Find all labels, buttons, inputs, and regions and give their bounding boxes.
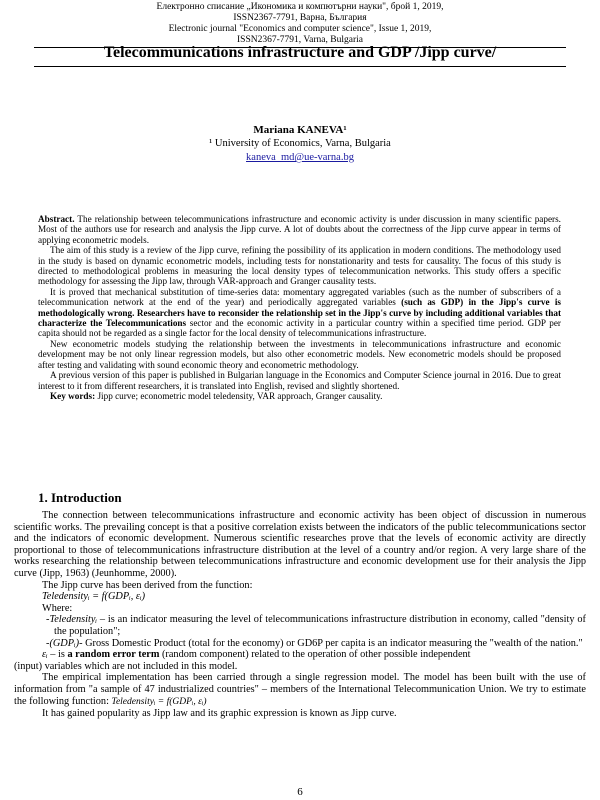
abstract-paragraph: The aim of this study is a review of the Jipp curve, refining the possibility of its application in modern conditions. The methodology used in the study is based on dynamic econometric models, including tests for nonstationarity and tests for causality. The focus of this study is directed to methodological problems in measuring the local density types of telecommunication networks. This study offers a specific methodology for assessing the Jipp law, through VAR-approach and Granger causality tests. bbox=[38, 245, 561, 287]
abstract-paragraph: It is proved that mechanical substitution of time-series data: momentary aggregated variables (such as the number of subscribers of a telecommunication network at the end of the year) and periodically aggregated variables (such as GDP) in the Jipp's curve is methodologically wrong. Researchers have to reconsider the relationship set in the Jipp's curve by including additional variables that characterize the Telecommunications sector and the economic activity in a particular country within a specified time period. GDP per capita should not be regarded as a single factor for the local density of telecommunications infrastructure. bbox=[38, 286, 561, 339]
paper-title: Telecommunications infrastructure and GDP /Jipp curve/ bbox=[103, 44, 497, 61]
abstract-label: Abstract. bbox=[38, 214, 75, 224]
header-line-2: ISSN2367-7791, Варна, България bbox=[233, 13, 367, 23]
body-paragraph: The Jipp curve has been derived from the function: bbox=[42, 579, 253, 591]
page-number: 6 bbox=[297, 786, 303, 798]
section-body bbox=[14, 510, 586, 720]
author-name: Mariana KANEVA¹ bbox=[253, 124, 347, 136]
keywords-label: Key words: bbox=[50, 390, 96, 401]
definition-item: -(GDPᵢ)- Gross Domestic Product (total for the economy) or GD6P per capita is an indicator measuring the "wealth of the nation." bbox=[46, 637, 583, 649]
body-paragraph: The connection between telecommunications infrastructure and economic activity has been object of discussion in numerous scientific works. The prevailing concept is that a positive correlation exists between the indicators of the public telecommunications sector and the indicators of economic development. Numerous scientific researches prove that the levels of economic activity are directly proportional to those of telecommunications infrastructure distribution at the level of a country and/or region. A very large share of the works researching the relationship between telecommunications infrastructure and economic development use for their analysis the Jipp curve (Jipp, 1963) (Jeunhomme, 2000). bbox=[14, 510, 586, 579]
abstract-paragraph: A previous version of this paper is published in Bulgarian language in the Economics and Computer Science journal in 2016. Due to great interest to it from different researchers, it is translated into English, revised and slightly shortened. bbox=[38, 370, 561, 391]
abstract bbox=[38, 214, 561, 401]
body-paragraph: (input) variables which are not included in this model. bbox=[14, 660, 238, 672]
title-rule bbox=[34, 66, 566, 67]
definition-item: -Teledensityᵢ – is an indicator measuring the level of telecommunications infrastructure distribution in economy, called "density of the population"; bbox=[46, 614, 586, 637]
where-label: Where: bbox=[42, 602, 73, 614]
abstract-paragraph: New econometric models studying the relationship between the investments in telecommunications infrastructure and economic development may be not only linear regression models, but also other econometric models. New econometric models should be proposed after testing and validating with sound economic theory and econometric methodology. bbox=[38, 338, 561, 370]
header-line-4: ISSN2367-7791, Varna, Bulgaria bbox=[237, 35, 363, 45]
abstract-paragraph: Abstract. The relationship between telecommunications infrastructure and economic activity is under discussion in many scientific papers. Most of the authors use for research and analysis the Jipp curve. A lot of doubts about the correctness of the Jipp curve appear in terms of applying econometric models. bbox=[38, 214, 561, 245]
header-line-3: Electronic journal "Economics and computer science", Issue 1, 2019, bbox=[168, 24, 432, 34]
author-affiliation: ¹ University of Economics, Varna, Bulgaria bbox=[209, 138, 391, 149]
header-line-1: Електронно списание „Икономика и компютърни науки", брой 1, 2019, bbox=[156, 2, 444, 12]
author-email-link[interactable]: kaneva_md@ue-varna.bg bbox=[246, 152, 354, 163]
inline-formula: Teledensityᵢ = f(GDPᵢ, εᵢ) bbox=[111, 696, 207, 707]
formula: Teledensityᵢ = f(GDPᵢ, εᵢ) bbox=[42, 591, 146, 603]
body-paragraph: The empirical implementation has been carried through a single regression model. The model has been built with the use of information from "a sample of 47 industrialized countries" – members of the International Telecommunication Union. We try to estimate the following function: Teledensityᵢ = f(GDPᵢ, εᵢ) bbox=[14, 672, 586, 707]
definition-epsilon: εᵢ – is a random error term (random component) related to the operation of other possible independent bbox=[42, 649, 471, 661]
body-paragraph: It has gained popularity as Jipp law and its graphic expression is known as Jipp curve. bbox=[42, 708, 397, 720]
journal-header bbox=[0, 2, 600, 46]
keywords: Key words: Jipp curve; econometric model teledensity, VAR approach, Granger causality. bbox=[50, 390, 383, 401]
section-heading: 1. Introduction bbox=[38, 490, 122, 505]
